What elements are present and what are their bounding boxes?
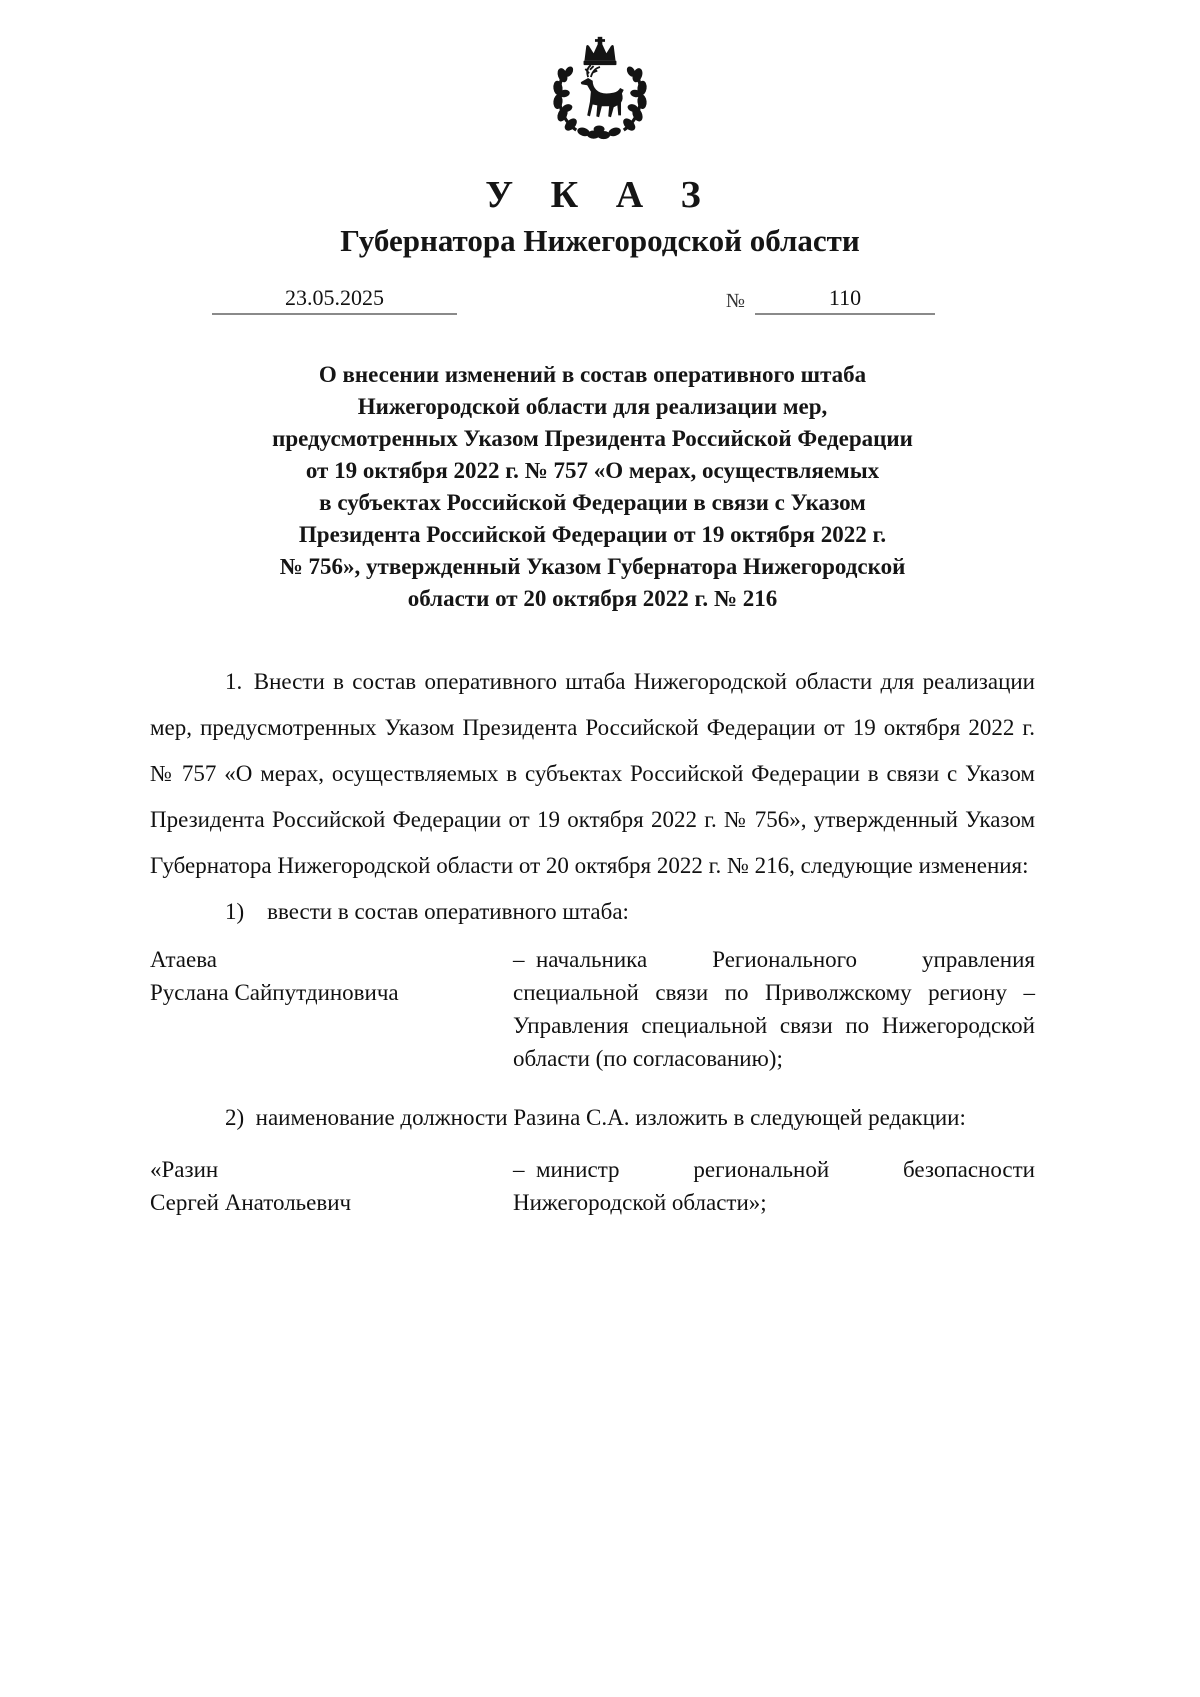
emblem-container xyxy=(0,35,1200,141)
paragraph-1: 1. Внести в состав оперативного штаба Нижегородской области для реализации мер, предусмотренных Указом Президента Российской Федерации от 19 октября 2022 г. № 757 «О мерах, осуществляемых в субъектах Российской Федерации в связи с Указом Президента Российской Федерации от 19 октября 2022 г. № 756», утвержденный Указом Губернатора Нижегородской области от 20 октября 2022 г. № 216, следующие изменения: xyxy=(150,669,1035,878)
staff-entry-ataev xyxy=(150,943,1035,1075)
authority-heading: Губернатора Нижегородской области xyxy=(340,223,860,258)
doc-title-line: № 756», утвержденный Указом Губернатора Нижегородской xyxy=(279,554,906,579)
entry-name-line: Сергей Анатольевич xyxy=(150,1190,352,1215)
subitem-1-label: 1) ввести в состав оперативного штаба: xyxy=(225,899,629,924)
number-field: 110 xyxy=(755,285,935,315)
number-sign-label: № xyxy=(725,290,745,312)
coat-of-arms-icon xyxy=(545,35,655,141)
entry-name-column xyxy=(150,1153,513,1219)
document-body xyxy=(150,659,1035,1219)
entry-position-column: – начальника Регионального управления специальной связи по Приволжскому региону – Управления специальной связи по Нижегородской области (по согласованию); xyxy=(513,947,1035,1071)
entry-name-line: «Разин xyxy=(150,1157,219,1182)
date-number-row xyxy=(150,285,1035,315)
doc-title-line: в субъектах Российской Федерации в связи с Указом xyxy=(319,490,866,515)
entry-name-line: Руслана Сайпутдиновича xyxy=(150,980,399,1005)
staff-entry-razin xyxy=(150,1153,1035,1219)
entry-position-column: – министр региональной безопасности Нижегородской области»; xyxy=(513,1157,1035,1215)
doc-title-line: области от 20 октября 2022 г. № 216 xyxy=(407,586,778,611)
doc-title xyxy=(150,359,1035,615)
entry-name-line: Атаева xyxy=(150,947,217,972)
number-group xyxy=(726,285,935,315)
doc-title-line: Нижегородской области для реализации мер, xyxy=(357,394,828,419)
doc-title-line: предусмотренных Указом Президента Российской Федерации xyxy=(272,426,913,451)
doc-title-line: Президента Российской Федерации от 19 октября 2022 г. xyxy=(298,522,887,547)
doc-title-line: от 19 октября 2022 г. № 757 «О мерах, осуществляемых xyxy=(305,458,880,483)
subitem-2-label: 2) наименование должности Разина С.А. изложить в следующей редакции: xyxy=(225,1105,966,1130)
entry-name-column xyxy=(150,943,513,1075)
date-field: 23.05.2025 xyxy=(212,285,457,315)
doc-title-line: О внесении изменений в состав оперативного штаба xyxy=(318,362,867,387)
doc-type-heading: У К А З xyxy=(485,174,715,216)
